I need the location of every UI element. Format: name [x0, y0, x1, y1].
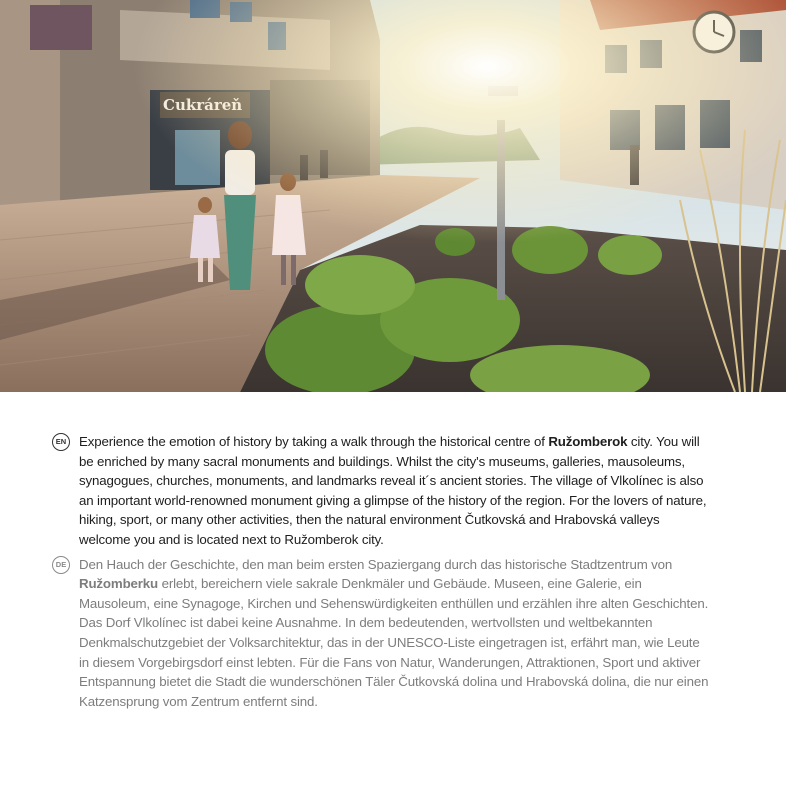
de-text-start: Den Hauch der Geschichte, den man beim ersten Spaziergang durch das historische Stadtzentrum von [79, 556, 673, 572]
paragraph-english [52, 432, 712, 550]
paragraph-english-text [79, 432, 712, 550]
paragraph-german-text [79, 555, 712, 712]
de-city-name: Ružomberku [79, 576, 159, 592]
de-text-rest: erlebt, bereichern viele sakrale Denkmäler und Gebäude. Museen, eine Galerie, ein Mausoleum, eine Synagoge, Kirchen und Sehenswürdigkeiten enthüllen und erzählen ihre alten Geschichten. Das Dorf Vlkolínec ist dabei keine Ausnahme. In dem bedeutenden, wertvollsten und weltbekannten Denkmalschutzgebiet der Volksarchitektur, das in der UNESCO-Liste eingetragen ist, erfährt man, wie Leute in diesem Vorgebirgsdorf einst lebten. Für die Fans von Natur, Wanderungen, Attraktionen, Sport und aktiver Entspannung bietet die Stadt die wunderschönen Täler Čutkovská dolina und Hrabovská dolina, die nur einen Katzensprung vom Zentrum entfernt sind. [79, 576, 709, 709]
language-badge-en: EN [52, 433, 70, 451]
text-block [52, 432, 712, 716]
paragraph-german [52, 555, 712, 712]
street-photo [0, 0, 786, 392]
language-badge-de: DE [52, 556, 70, 574]
en-text-rest: city. You will be enriched by many sacral monuments and buildings. Whilst the city's museums, galleries, mausoleums, synagogues, churches, monuments, and landmarks reveal it´s ancient stories. The village of Vlkolínec is also an important world-renowned monument giving a glimpse of the history of the region. For the lovers of nature, hiking, sport, or many other activities, then the natural environment Čutkovská and Hrabovská valleys welcome you and is located next to Ružomberok city. [79, 434, 707, 547]
en-city-name: Ružomberok [548, 434, 628, 449]
en-text-start: Experience the emotion of history by taking a walk through the historical centre of [79, 434, 549, 449]
